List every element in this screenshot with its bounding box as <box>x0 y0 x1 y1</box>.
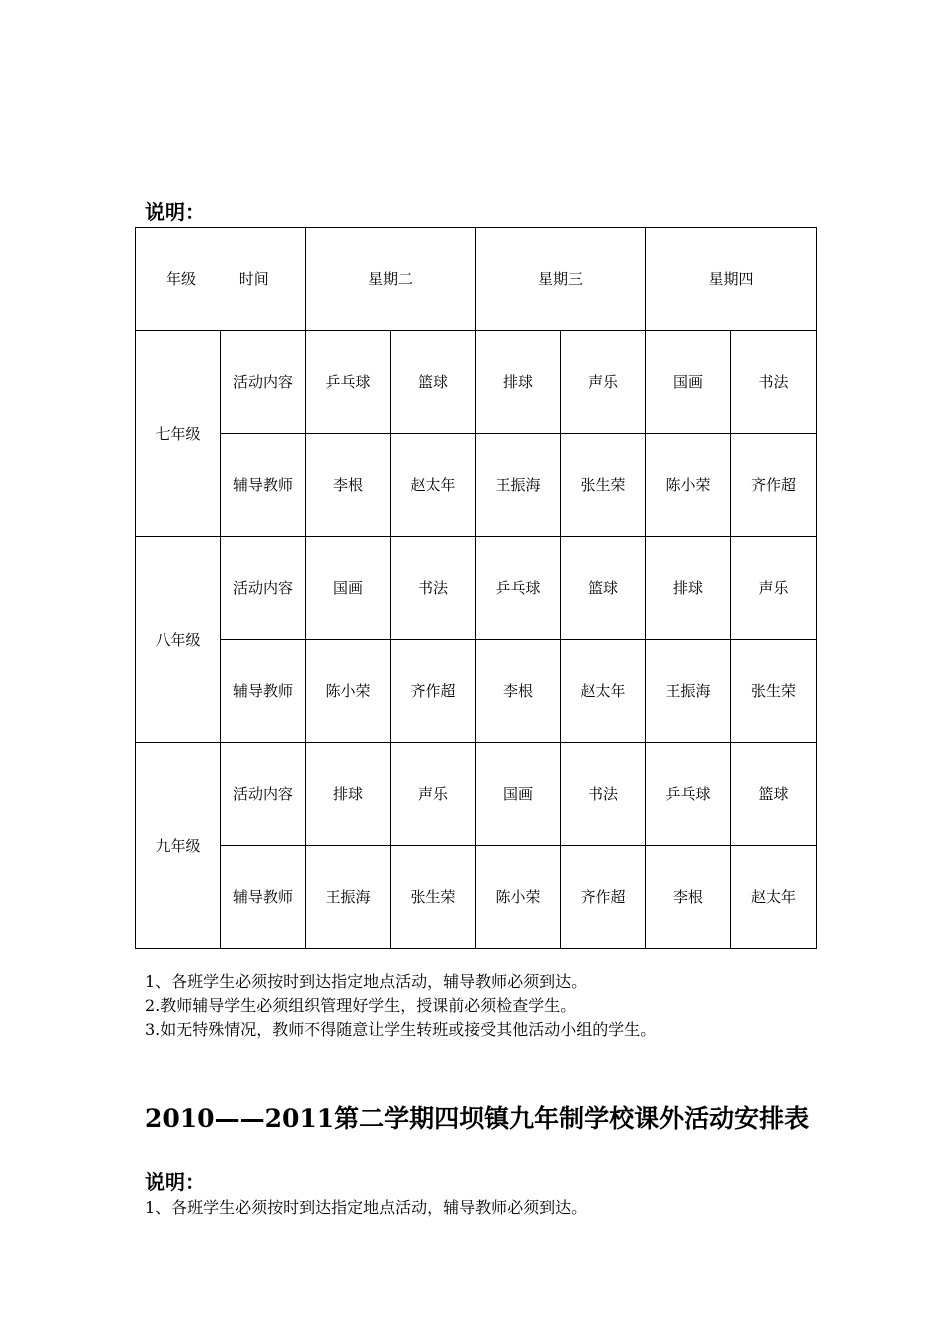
teacher-cell: 张生荣 <box>731 640 817 743</box>
activity-cell: 乒乓球 <box>646 743 731 846</box>
activity-cell: 声乐 <box>561 331 646 434</box>
teacher-cell: 陈小荣 <box>646 434 731 537</box>
activity-cell: 书法 <box>561 743 646 846</box>
activity-cell: 国画 <box>476 743 561 846</box>
grade-cell: 七年级 <box>136 331 221 537</box>
note-item: 3.如无特殊情况，教师不得随意让学生转班或接受其他活动小组的学生。 <box>145 1020 657 1039</box>
grade-cell: 八年级 <box>136 537 221 743</box>
teacher-cell: 李根 <box>476 640 561 743</box>
activity-cell: 乒乓球 <box>306 331 391 434</box>
activity-cell: 篮球 <box>561 537 646 640</box>
grade-cell: 九年级 <box>136 743 221 949</box>
row-label: 辅导教师 <box>221 846 306 949</box>
activity-cell: 书法 <box>731 331 817 434</box>
teacher-cell: 赵太年 <box>391 434 476 537</box>
explanation-label: 说明： <box>145 1170 205 1194</box>
explanation-label: 说明： <box>145 200 205 224</box>
activity-cell: 排球 <box>306 743 391 846</box>
day-header-wednesday: 星期三 <box>476 228 646 331</box>
table-row <box>136 331 817 434</box>
activity-cell: 篮球 <box>391 331 476 434</box>
activity-cell: 乒乓球 <box>476 537 561 640</box>
grade-time-header <box>136 228 306 331</box>
header-row <box>136 228 817 331</box>
activity-cell: 声乐 <box>731 537 817 640</box>
day-header-tuesday: 星期二 <box>306 228 476 331</box>
table-row <box>136 743 817 846</box>
teacher-cell: 张生荣 <box>391 846 476 949</box>
teacher-cell: 赵太年 <box>731 846 817 949</box>
table-row <box>136 434 817 537</box>
teacher-cell: 齐作超 <box>561 846 646 949</box>
table-row <box>136 846 817 949</box>
activity-cell: 国画 <box>306 537 391 640</box>
row-label: 活动内容 <box>221 743 306 846</box>
teacher-cell: 齐作超 <box>731 434 817 537</box>
row-label: 辅导教师 <box>221 434 306 537</box>
table-row <box>136 640 817 743</box>
teacher-cell: 齐作超 <box>391 640 476 743</box>
document-title: 2010——2011第二学期四坝镇九年制学校课外活动安排表 <box>145 1104 810 1133</box>
note-item: 1、各班学生必须按时到达指定地点活动，辅导教师必须到达。 <box>145 972 588 991</box>
note-item: 1、各班学生必须按时到达指定地点活动，辅导教师必须到达。 <box>145 1198 588 1217</box>
activity-schedule-table <box>135 227 817 949</box>
activity-cell: 国画 <box>646 331 731 434</box>
activity-cell: 篮球 <box>731 743 817 846</box>
activity-cell: 声乐 <box>391 743 476 846</box>
note-item: 2.教师辅导学生必须组织管理好学生，授课前必须检查学生。 <box>145 996 577 1015</box>
teacher-cell: 张生荣 <box>561 434 646 537</box>
teacher-cell: 陈小荣 <box>476 846 561 949</box>
table-row <box>136 537 817 640</box>
teacher-cell: 陈小荣 <box>306 640 391 743</box>
teacher-cell: 李根 <box>646 846 731 949</box>
time-header: 时间 <box>238 270 269 288</box>
teacher-cell: 王振海 <box>646 640 731 743</box>
day-header-thursday: 星期四 <box>646 228 817 331</box>
activity-cell: 排球 <box>646 537 731 640</box>
teacher-cell: 王振海 <box>306 846 391 949</box>
row-label: 活动内容 <box>221 537 306 640</box>
row-label: 辅导教师 <box>221 640 306 743</box>
teacher-cell: 李根 <box>306 434 391 537</box>
teacher-cell: 赵太年 <box>561 640 646 743</box>
teacher-cell: 王振海 <box>476 434 561 537</box>
row-label: 活动内容 <box>221 331 306 434</box>
activity-cell: 排球 <box>476 331 561 434</box>
activity-cell: 书法 <box>391 537 476 640</box>
notes-list <box>145 970 656 1042</box>
grade-header: 年级 <box>166 270 197 288</box>
